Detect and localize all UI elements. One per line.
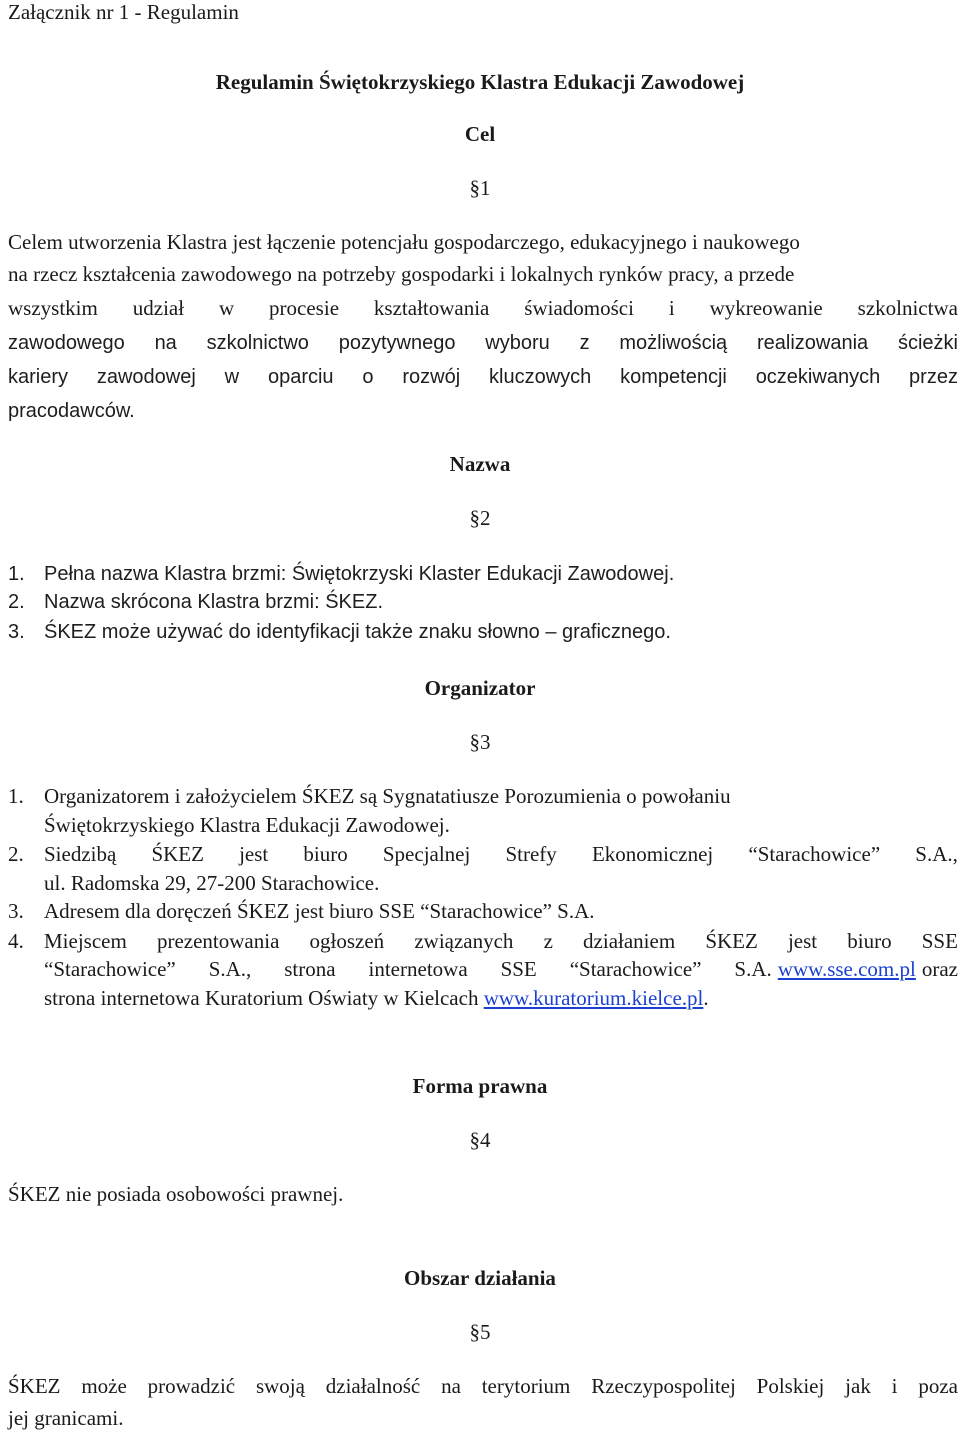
word: i <box>891 1374 898 1398</box>
word: zawodowego <box>8 332 125 354</box>
list-item: ŚKEZ może używać do identyfikacji także znaku słowno – graficznego. <box>44 621 671 643</box>
word: jest <box>787 929 818 953</box>
word: świadomości <box>524 296 634 320</box>
word: S.A., <box>915 842 958 866</box>
word: prezentowania <box>156 929 280 953</box>
word: Polskiej <box>756 1374 825 1398</box>
section-heading-obszar-dzialania: Obszar działania <box>404 1266 556 1290</box>
word: wszystkim <box>8 296 98 320</box>
document-title: Regulamin Świętokrzyskiego Klastra Edukacji Zawodowej <box>215 70 745 94</box>
paragraph-line: pracodawców. <box>8 400 135 422</box>
word: S.A. <box>734 957 772 981</box>
section-heading-organizator: Organizator <box>424 676 536 700</box>
word: internetowa <box>368 957 468 981</box>
paragraph-sign-1: §1 <box>469 176 491 200</box>
word: prowadzić <box>147 1374 236 1398</box>
paragraph-line <box>8 298 958 319</box>
word: działalność <box>325 1374 421 1398</box>
word: i <box>668 296 675 320</box>
word: ścieżki <box>897 332 958 354</box>
list-item-line: ul. Radomska 29, 27-200 Starachowice. <box>44 871 380 895</box>
word: udział <box>132 296 185 320</box>
word: na <box>154 332 177 354</box>
list-item-line: Świętokrzyskiego Klastra Edukacji Zawodowej. <box>44 813 450 837</box>
list-number: 2. <box>8 842 24 866</box>
word: “Starachowice” <box>748 842 881 866</box>
word: Miejscem <box>44 929 127 953</box>
word: rozwój <box>402 366 461 388</box>
section-4-text: ŚKEZ nie posiada osobowości prawnej. <box>8 1182 344 1206</box>
word: o <box>362 366 374 388</box>
word: działaniem <box>583 929 676 953</box>
list-item: Nazwa skrócona Klastra brzmi: ŚKEZ. <box>44 591 383 613</box>
word: zawodowej <box>96 366 196 388</box>
word: kariery <box>8 366 69 388</box>
word: S.A., <box>208 957 252 981</box>
section-heading-nazwa: Nazwa <box>449 452 511 476</box>
word: szkolnictwo <box>206 332 309 354</box>
paragraph-sign-4: §4 <box>469 1128 491 1152</box>
word: kompetencji <box>620 366 727 388</box>
word: poza <box>918 1374 958 1398</box>
section-5-line: jej granicami. <box>8 1406 124 1430</box>
word: jak <box>845 1374 871 1398</box>
word: SSE <box>921 929 958 953</box>
word: przez <box>909 366 958 388</box>
section-heading-forma-prawna: Forma prawna <box>412 1074 548 1098</box>
word: oparciu <box>267 366 334 388</box>
word: procesie <box>269 296 340 320</box>
word: SSE <box>500 957 537 981</box>
word: biuro <box>303 842 348 866</box>
word: Rzeczypospolitej <box>591 1374 736 1398</box>
word: ŚKEZ <box>705 929 758 953</box>
word: terytorium <box>481 1374 571 1398</box>
word: “Starachowice” <box>44 957 176 981</box>
word: biuro <box>847 929 892 953</box>
section-heading-cel: Cel <box>464 122 496 146</box>
kuratorium-website-link[interactable]: www.kuratorium.kielce.pl <box>483 986 704 1010</box>
list-item-text: strona internetowa Kuratorium Oświaty w Kielcach <box>44 986 479 1010</box>
word: możliwością <box>619 332 728 354</box>
sse-website-link[interactable]: www.sse.com.pl <box>777 957 916 981</box>
paragraph-sign-3: §3 <box>469 730 491 754</box>
paragraph-line <box>8 367 958 387</box>
paragraph-sign-2: §2 <box>469 506 491 530</box>
list-item-text: oraz <box>921 957 958 981</box>
word: z <box>579 332 590 354</box>
word: kluczowych <box>489 366 592 388</box>
word: w <box>224 366 240 388</box>
word: na <box>441 1374 461 1398</box>
list-item-line-with-link <box>44 988 709 1009</box>
word: ogłoszeń <box>309 929 385 953</box>
word: może <box>81 1374 127 1398</box>
word: szkolnictwa <box>857 296 958 320</box>
word: kształtowania <box>373 296 490 320</box>
word: jest <box>239 842 269 866</box>
list-item-line: Organizatorem i założycielem ŚKEZ są Sygnatatiusze Porozumienia o powołaniu <box>44 784 731 808</box>
word: z <box>543 929 553 953</box>
paragraph-sign-5: §5 <box>469 1320 491 1344</box>
list-number: 1. <box>8 784 24 808</box>
list-number: 2. <box>8 591 25 613</box>
word: Siedzibą <box>44 842 117 866</box>
word: w <box>218 296 235 320</box>
list-item-line: Adresem dla doręczeń ŚKEZ jest biuro SSE “Starachowice” S.A. <box>44 899 595 923</box>
word: Specjalnej <box>382 842 471 866</box>
list-item-line-with-link <box>44 959 958 980</box>
word: oczekiwanych <box>755 366 881 388</box>
paragraph-line: Celem utworzenia Klastra jest łączenie potencjału gospodarczego, edukacyjnego i naukowego <box>8 230 800 254</box>
document-header: Załącznik nr 1 - Regulamin <box>8 0 239 24</box>
list-item-line <box>44 931 958 952</box>
paragraph-line <box>8 333 958 353</box>
list-number: 1. <box>8 563 25 585</box>
paragraph-line: na rzecz kształcenia zawodowego na potrzeby gospodarki i lokalnych rynków pracy, a przede <box>8 262 795 286</box>
word: strona <box>284 957 336 981</box>
word: wykreowanie <box>709 296 823 320</box>
word: związanych <box>414 929 514 953</box>
word: “Starachowice” <box>569 957 702 981</box>
word: swoją <box>255 1374 305 1398</box>
word: pozytywnego <box>338 332 456 354</box>
word: ŚKEZ <box>8 1374 61 1398</box>
list-item-text: . <box>703 986 709 1010</box>
word: ŚKEZ <box>151 842 204 866</box>
word: Strefy <box>505 842 557 866</box>
list-number: 3. <box>8 899 24 923</box>
list-item-line <box>44 844 958 865</box>
word: wyboru <box>485 332 550 354</box>
list-number: 4. <box>8 929 24 953</box>
list-item-text <box>44 959 772 980</box>
word: realizowania <box>757 332 869 354</box>
word: Ekonomicznej <box>591 842 714 866</box>
list-number: 3. <box>8 621 25 643</box>
list-item: Pełna nazwa Klastra brzmi: Świętokrzyski Klaster Edukacji Zawodowej. <box>44 563 675 585</box>
section-5-line <box>8 1376 958 1397</box>
